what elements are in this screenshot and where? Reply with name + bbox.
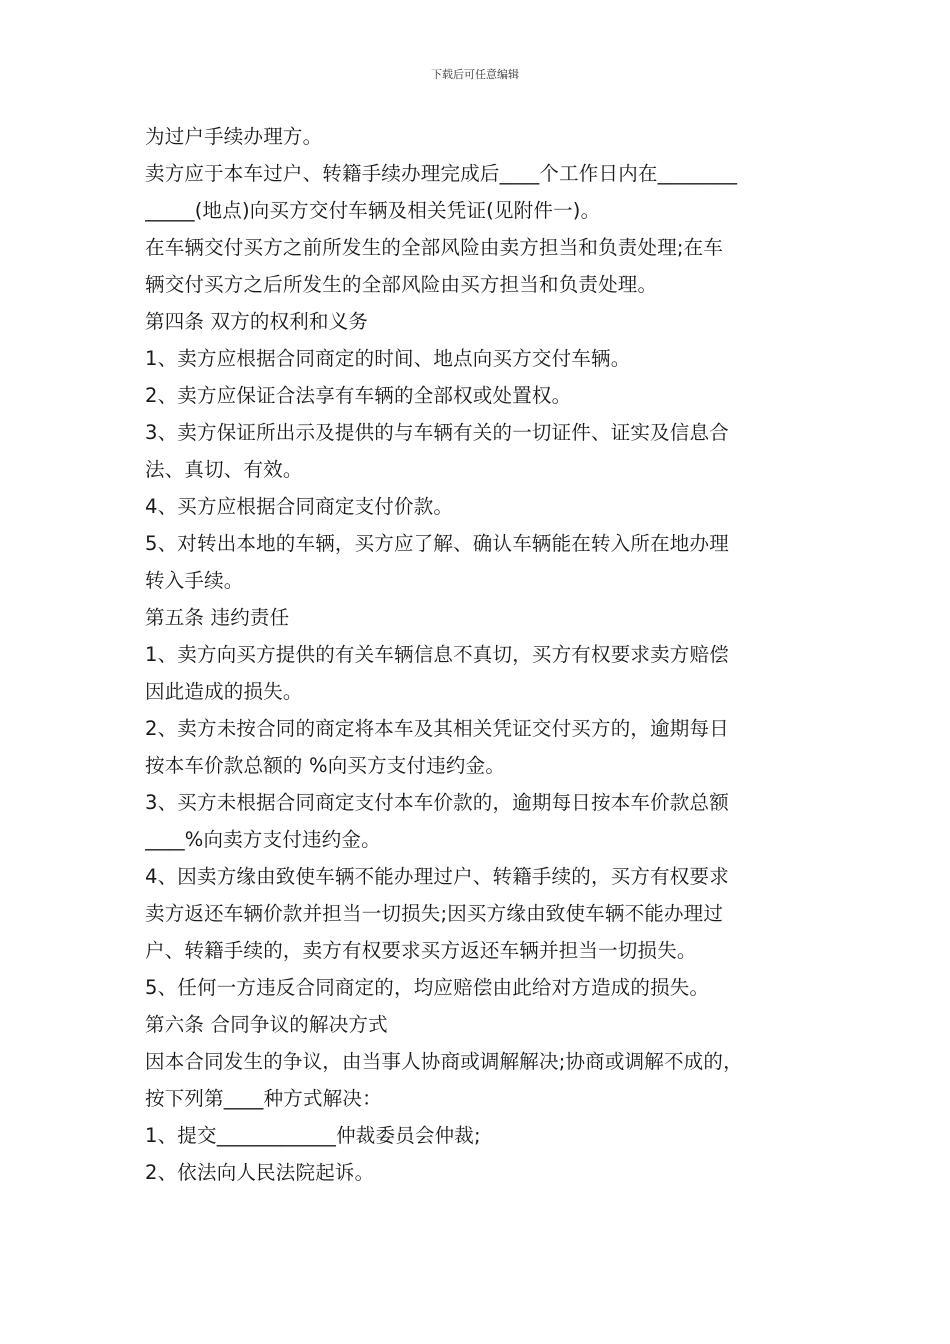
section-heading: 第六条 合同争议的解决方式	[145, 1013, 388, 1036]
text-line: 2、卖方应保证合法享有车辆的全部权或处置权。	[145, 384, 572, 407]
text-line: 3、卖方保证所出示及提供的与车辆有关的一切证件、证实及信息合	[145, 421, 729, 444]
text-line: 按本车价款总额的 %向买方支付违约金。	[145, 754, 506, 777]
text-line: 在车辆交付买方之前所发生的全部风险由卖方担当和负责处理;在车	[145, 236, 724, 259]
text-line: 1、卖方向买方提供的有关车辆信息不真切，买方有权要求卖方赔偿	[145, 643, 729, 666]
page-header: 下载后可任意编辑	[431, 68, 519, 81]
section-heading: 第四条 双方的权利和义务	[145, 310, 369, 333]
text-line: 按下列第____种方式解决：	[145, 1087, 382, 1110]
text-line: 4、买方应根据合同商定支付价款。	[145, 495, 454, 518]
text-line: 因此造成的损失。	[145, 680, 303, 703]
text-line: _____(地点)向买方交付车辆及相关凭证(见附件一)。	[145, 199, 601, 222]
text-line: 5、任何一方违反合同商定的，均应赔偿由此给对方造成的损失。	[145, 976, 710, 999]
text-line: 户、转籍手续的，卖方有权要求买方返还车辆并担当一切损失。	[145, 939, 697, 962]
text-line: 2、卖方未按合同的商定将本车及其相关凭证交付买方的，逾期每日	[145, 717, 729, 740]
text-line: 1、卖方应根据合同商定的时间、地点向买方交付车辆。	[145, 347, 631, 370]
text-line: 2、依法向人民法院起诉。	[145, 1161, 375, 1184]
text-line: ____%向卖方支付违约金。	[145, 828, 381, 851]
text-line: 法、真切、有效。	[145, 458, 303, 481]
text-line: 3、买方未根据合同商定支付本车价款的，逾期每日按本车价款总额	[145, 791, 729, 814]
text-line: 因本合同发生的争议，由当事人协商或调解解决;协商或调解不成的，	[145, 1050, 743, 1073]
section-heading: 第五条 违约责任	[145, 606, 290, 629]
text-line: 5、对转出本地的车辆，买方应了解、确认车辆能在转入所在地办理	[145, 532, 729, 555]
text-line: 辆交付买方之后所发生的全部风险由买方担当和负责处理。	[145, 273, 658, 296]
text-line: 4、因卖方缘由致使车辆不能办理过户、转籍手续的，买方有权要求	[145, 865, 729, 888]
text-line: 为过户手续办理方。	[145, 125, 323, 148]
text-line: 1、提交____________仲裁委员会仲裁;	[145, 1124, 481, 1147]
document-body	[145, 118, 830, 1191]
text-line: 转入手续。	[145, 569, 244, 592]
text-line: 卖方应于本车过户、转籍手续办理完成后____个工作日内在________	[145, 162, 738, 185]
text-line: 卖方返还车辆价款并担当一切损失;因买方缘由致使车辆不能办理过	[145, 902, 724, 925]
